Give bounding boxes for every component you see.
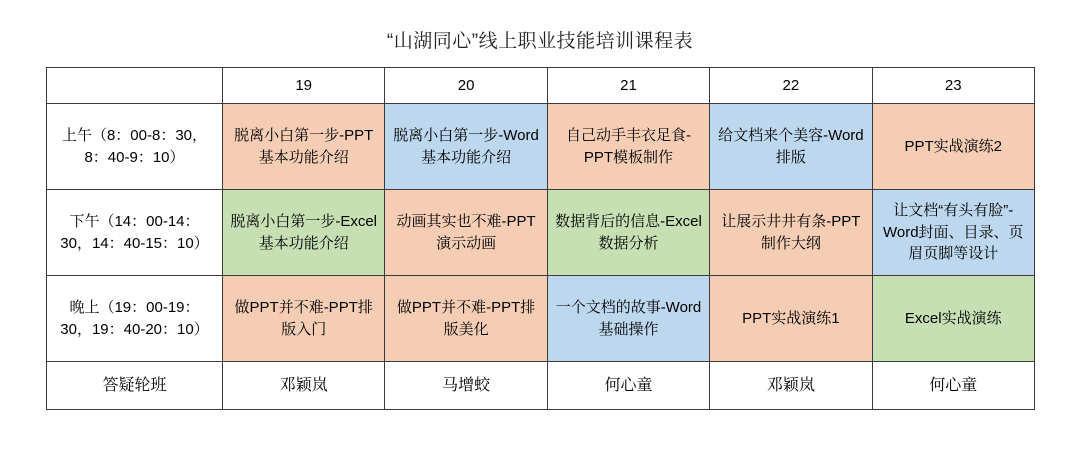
course-cell-r1c2: 脱离小白第一步-Word基本功能介绍	[385, 104, 547, 190]
schedule-table-wrapper	[0, 67, 1080, 410]
table-row	[47, 190, 1035, 276]
course-cell-r1c4: 给文档来个美容-Word排版	[710, 104, 872, 190]
column-header-day-5: 23	[872, 68, 1034, 104]
row-time-label-duty: 答疑轮班	[47, 362, 223, 410]
course-cell-r1c3: 自己动手丰衣足食-PPT模板制作	[547, 104, 709, 190]
row-time-label-afternoon: 下午（14：00-14：30，14：40-15：10）	[47, 190, 223, 276]
course-cell-r2c2: 动画其实也不难-PPT演示动画	[385, 190, 547, 276]
page-title: “山湖同心”线上职业技能培训课程表	[386, 31, 694, 52]
table-row	[47, 362, 1035, 410]
row-time-label-morning: 上午（8：00-8：30，8：40-9：10）	[47, 104, 223, 190]
column-header-day-2: 20	[385, 68, 547, 104]
table-corner-cell	[47, 68, 223, 104]
row-time-label-evening: 晚上（19：00-19：30，19：40-20：10）	[47, 276, 223, 362]
course-cell-r1c1: 脱离小白第一步-PPT 基本功能介绍	[223, 104, 385, 190]
duty-cell-r4c3: 何心童	[547, 362, 709, 410]
course-cell-r2c5: 让文档“有头有脸”-Word封面、目录、页眉页脚等设计	[872, 190, 1034, 276]
column-header-day-4: 22	[710, 68, 872, 104]
course-cell-r3c2: 做PPT并不难-PPT排版美化	[385, 276, 547, 362]
column-header-day-1: 19	[223, 68, 385, 104]
table-header-row	[47, 68, 1035, 104]
course-cell-r3c1: 做PPT并不难-PPT排版入门	[223, 276, 385, 362]
course-cell-r3c3: 一个文档的故事-Word基础操作	[547, 276, 709, 362]
duty-cell-r4c5: 何心童	[872, 362, 1034, 410]
course-cell-r2c3: 数据背后的信息-Excel数据分析	[547, 190, 709, 276]
duty-cell-r4c4: 邓颖岚	[710, 362, 872, 410]
table-row	[47, 276, 1035, 362]
column-header-day-3: 21	[547, 68, 709, 104]
course-cell-r2c1: 脱离小白第一步-Excel基本功能介绍	[223, 190, 385, 276]
table-row	[47, 104, 1035, 190]
course-cell-r3c5: Excel实战演练	[872, 276, 1034, 362]
table-header	[47, 68, 1035, 104]
course-cell-r3c4: PPT实战演练1	[710, 276, 872, 362]
duty-cell-r4c1: 邓颖岚	[223, 362, 385, 410]
table-body	[47, 104, 1035, 410]
course-cell-r1c5: PPT实战演练2	[872, 104, 1034, 190]
duty-cell-r4c2: 马增蛟	[385, 362, 547, 410]
course-cell-r2c4: 让展示井井有条-PPT制作大纲	[710, 190, 872, 276]
course-schedule-table	[46, 67, 1035, 410]
